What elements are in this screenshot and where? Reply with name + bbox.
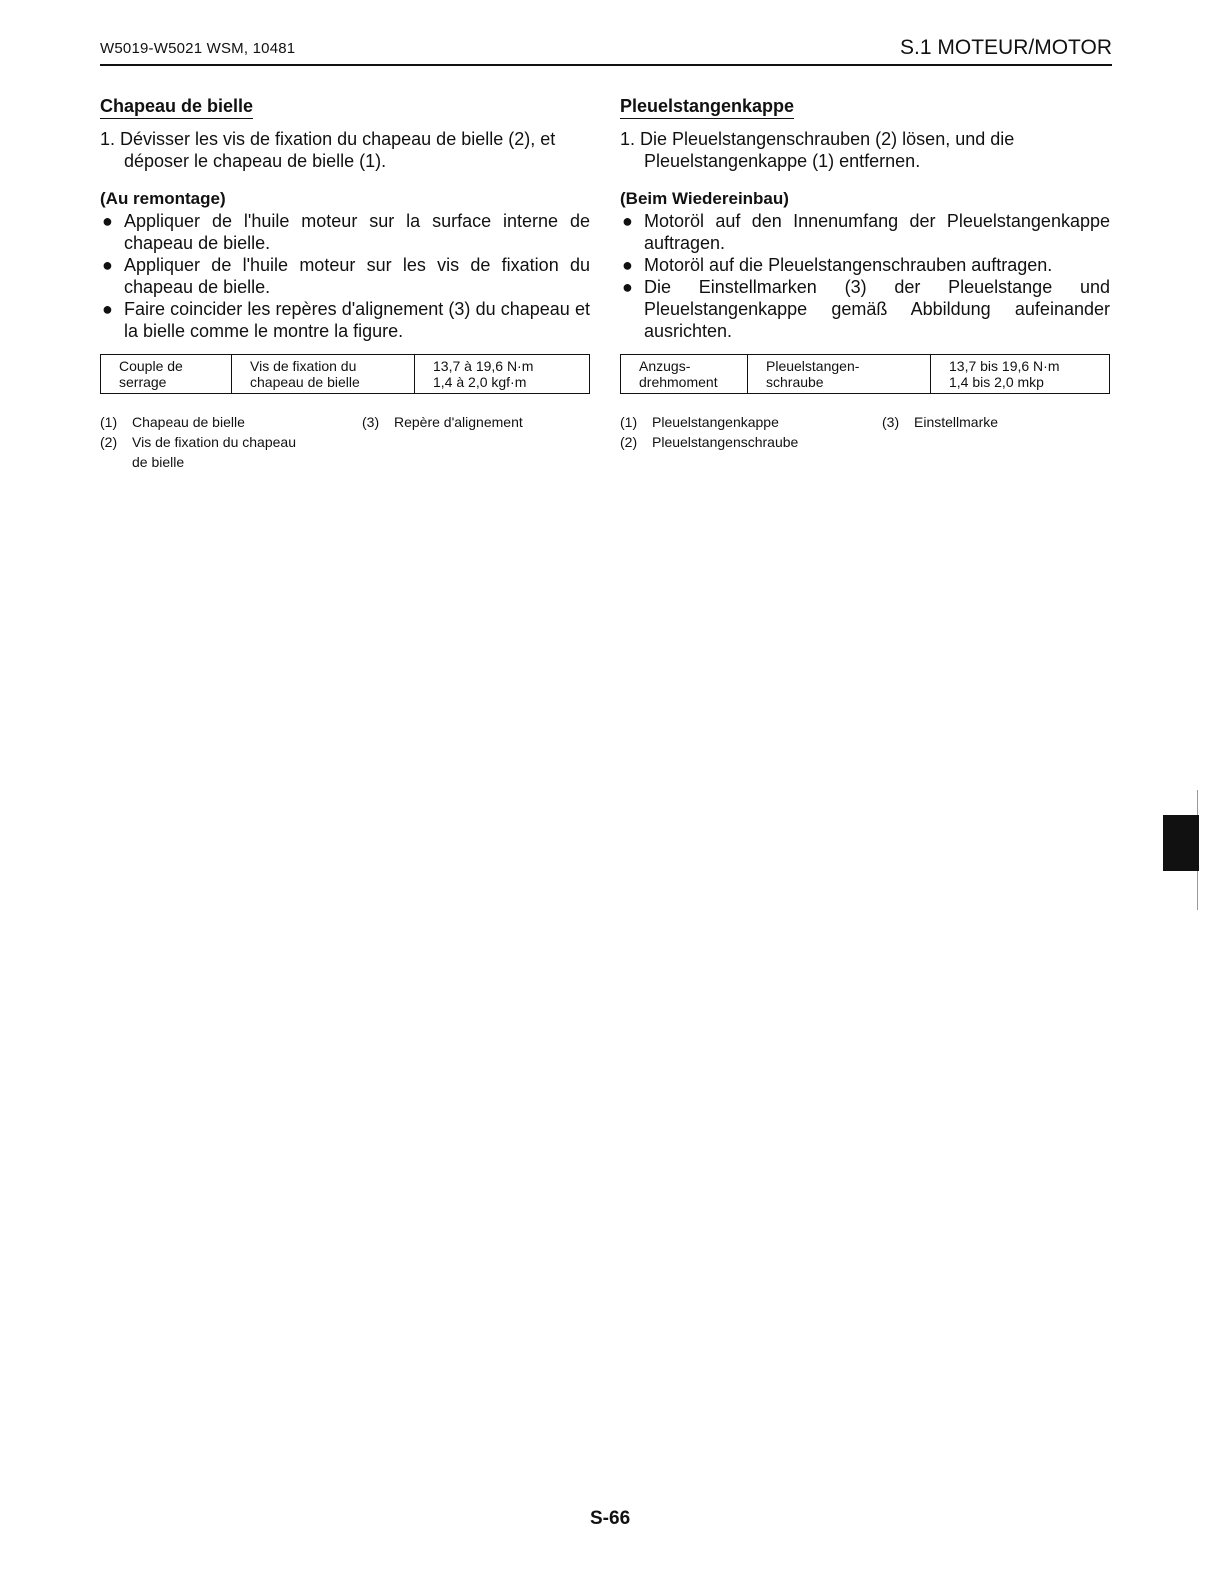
fr-bullet-3: ● Faire coincider les repères d'alignement (3) du chapeau et la bielle comme le montre la figure. [102,299,590,341]
fr-heading: Chapeau de bielle [100,96,253,119]
list-item: (2) Pleuelstangenschraube [620,434,799,450]
bullet-icon: ● [102,211,113,231]
fr-torque-label: Couple de serrage [101,355,232,394]
french-column [100,96,590,472]
fr-bullet-2: ● Appliquer de l'huile moteur sur les vis de fixation du chapeau de bielle. [102,255,590,297]
german-column [620,96,1110,452]
page-number: S-66 [590,1508,631,1529]
fr-torque-value: 13,7 à 19,6 N·m 1,4 à 2,0 kgf·m [415,355,590,394]
de-step-1: 1. Die Pleuelstangenschrauben (2) lösen, und die Pleuelstangenkappe (1) entfernen. [620,129,1015,171]
fr-step-1: 1. Dévisser les vis de fixation du chapeau de bielle (2), et déposer le chapeau de bielle (1). [100,129,556,171]
de-heading: Pleuelstangenkappe [620,96,794,119]
section-thumb-tab [1163,815,1199,871]
fr-legend [100,412,590,472]
list-item: (2) Vis de fixation du chapeau [100,434,296,450]
de-bullet-1: ● Motoröl auf den Innenumfang der Pleuelstangenkappe auftragen. [622,211,1110,253]
list-item: (1) Chapeau de bielle [100,414,245,430]
list-item-continued: de bielle [132,454,185,470]
section-title: S.1 MOTEUR/MOTOR [900,36,1112,59]
bullet-icon: ● [622,277,633,297]
de-bullet-3: ● Die Einstellmarken (3) der Pleuelstange und Pleuelstangenkappe gemäß Abbildung aufeinander ausrichten. [622,277,1110,341]
de-torque-item: Pleuelstangen- schraube [748,355,931,394]
bullet-icon: ● [622,211,633,231]
list-item: (3) Einstellmarke [882,414,999,430]
fr-torque-item: Vis de fixation du chapeau de bielle [232,355,415,394]
de-legend [620,412,1110,452]
list-item: (1) Pleuelstangenkappe [620,414,779,430]
fr-bullet-1: ● Appliquer de l'huile moteur sur la surface interne de chapeau de bielle. [102,211,590,253]
de-reassembly-heading: (Beim Wiedereinbau) [620,189,789,208]
bullet-icon: ● [622,255,633,275]
document-id: W5019-W5021 WSM, 10481 [100,40,296,57]
list-item: (3) Repère d'alignement [362,414,523,430]
page-header [100,36,1112,66]
table-row [101,355,590,394]
fr-torque-table [100,354,590,394]
table-row [621,355,1110,394]
de-torque-label: Anzugs- drehmoment [621,355,748,394]
de-bullet-2: ● Motoröl auf die Pleuelstangenschrauben auftragen. [622,255,1053,275]
bullet-icon: ● [102,255,113,275]
de-torque-value: 13,7 bis 19,6 N·m 1,4 bis 2,0 mkp [931,355,1110,394]
de-torque-table [620,354,1110,394]
bullet-icon: ● [102,299,113,319]
fr-reassembly-heading: (Au remontage) [100,189,226,208]
